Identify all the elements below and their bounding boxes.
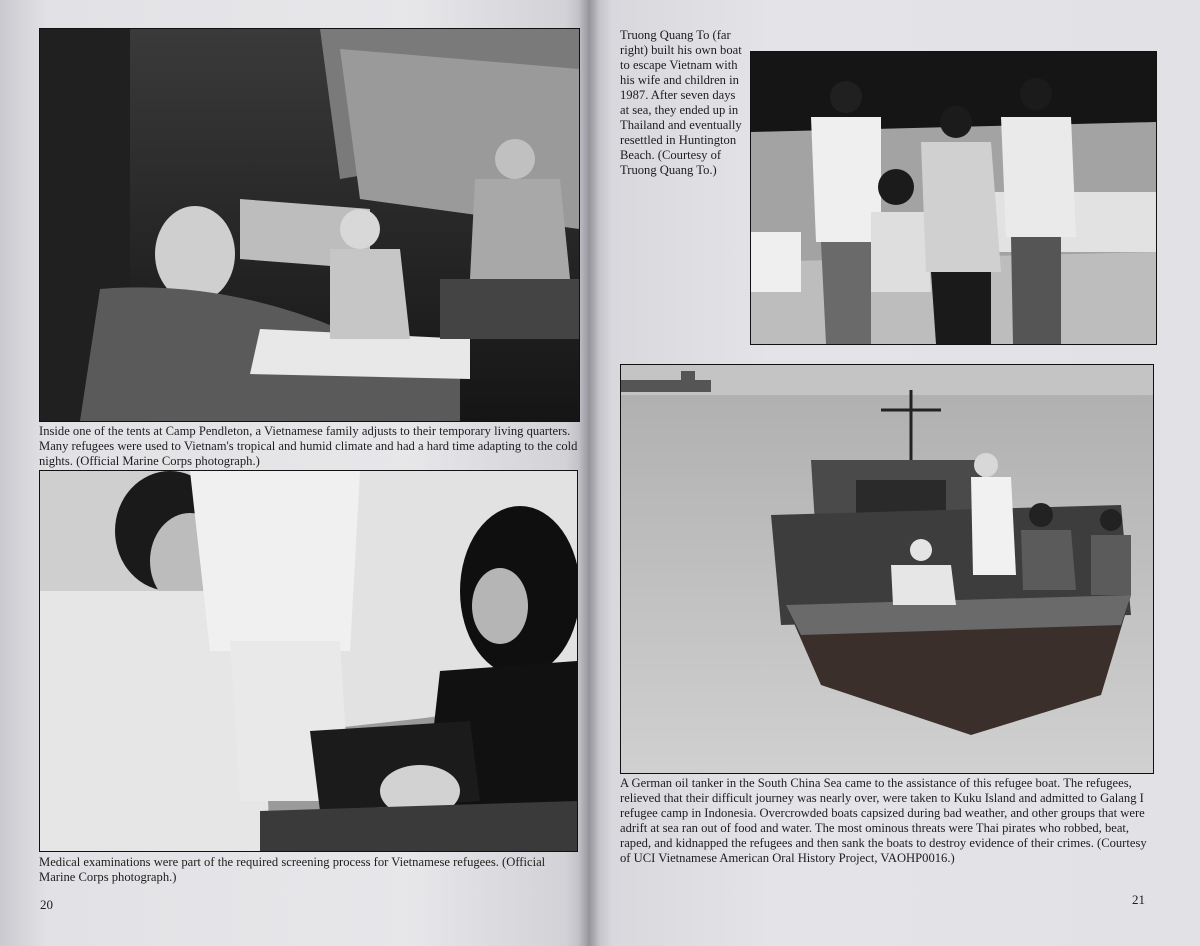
caption-truong-quang-to: Truong Quang To (far right) built his own boat to escape Vietnam with his wife and children in 1987. After seven days at sea, they ended up in Thailand and eventually resettled in Huntington Beach. (Courtesy of Truong Quang To.) — [620, 28, 742, 177]
caption-refugee-boat: A German oil tanker in the South China Sea came to the assistance of this refugee boat. The refugees, relieved that their difficult journey was nearly over, were taken to Kuku Island and admitted to Galang I refugee camp in Indonesia. Overcrowded boats capsized during bad weather, and other groups that were adrift at sea ran out of food and water. The most ominous threats were Thai pirates who robbed, beat, raped, and kidnapped the refugees and then sank the boats to destroy evidence of their crimes. (Courtesy of UCI Vietnamese American Oral History Project, VAOHP0016.) — [620, 776, 1147, 865]
medical-exam-photo — [39, 470, 578, 852]
page-number-right: 21 — [1132, 892, 1145, 907]
tent-family-photo — [39, 28, 580, 422]
caption-tent-family: Inside one of the tents at Camp Pendleton, a Vietnamese family adjusts to their temporary living quarters. Many refugees were used to Vietnam's tropical and humid climate and had a hard time adapting to the cold nights. (Official Marine Corps photograph.) — [39, 424, 578, 468]
family-on-beach-photo — [750, 51, 1157, 345]
refugee-boat-photo — [620, 364, 1154, 774]
book-gutter — [578, 0, 600, 946]
caption-medical-exam: Medical examinations were part of the required screening process for Vietnamese refugees. (Official Marine Corps photograph.) — [39, 855, 546, 884]
page-number-left: 20 — [40, 897, 53, 912]
right-page — [588, 0, 1200, 946]
left-page — [0, 0, 588, 946]
